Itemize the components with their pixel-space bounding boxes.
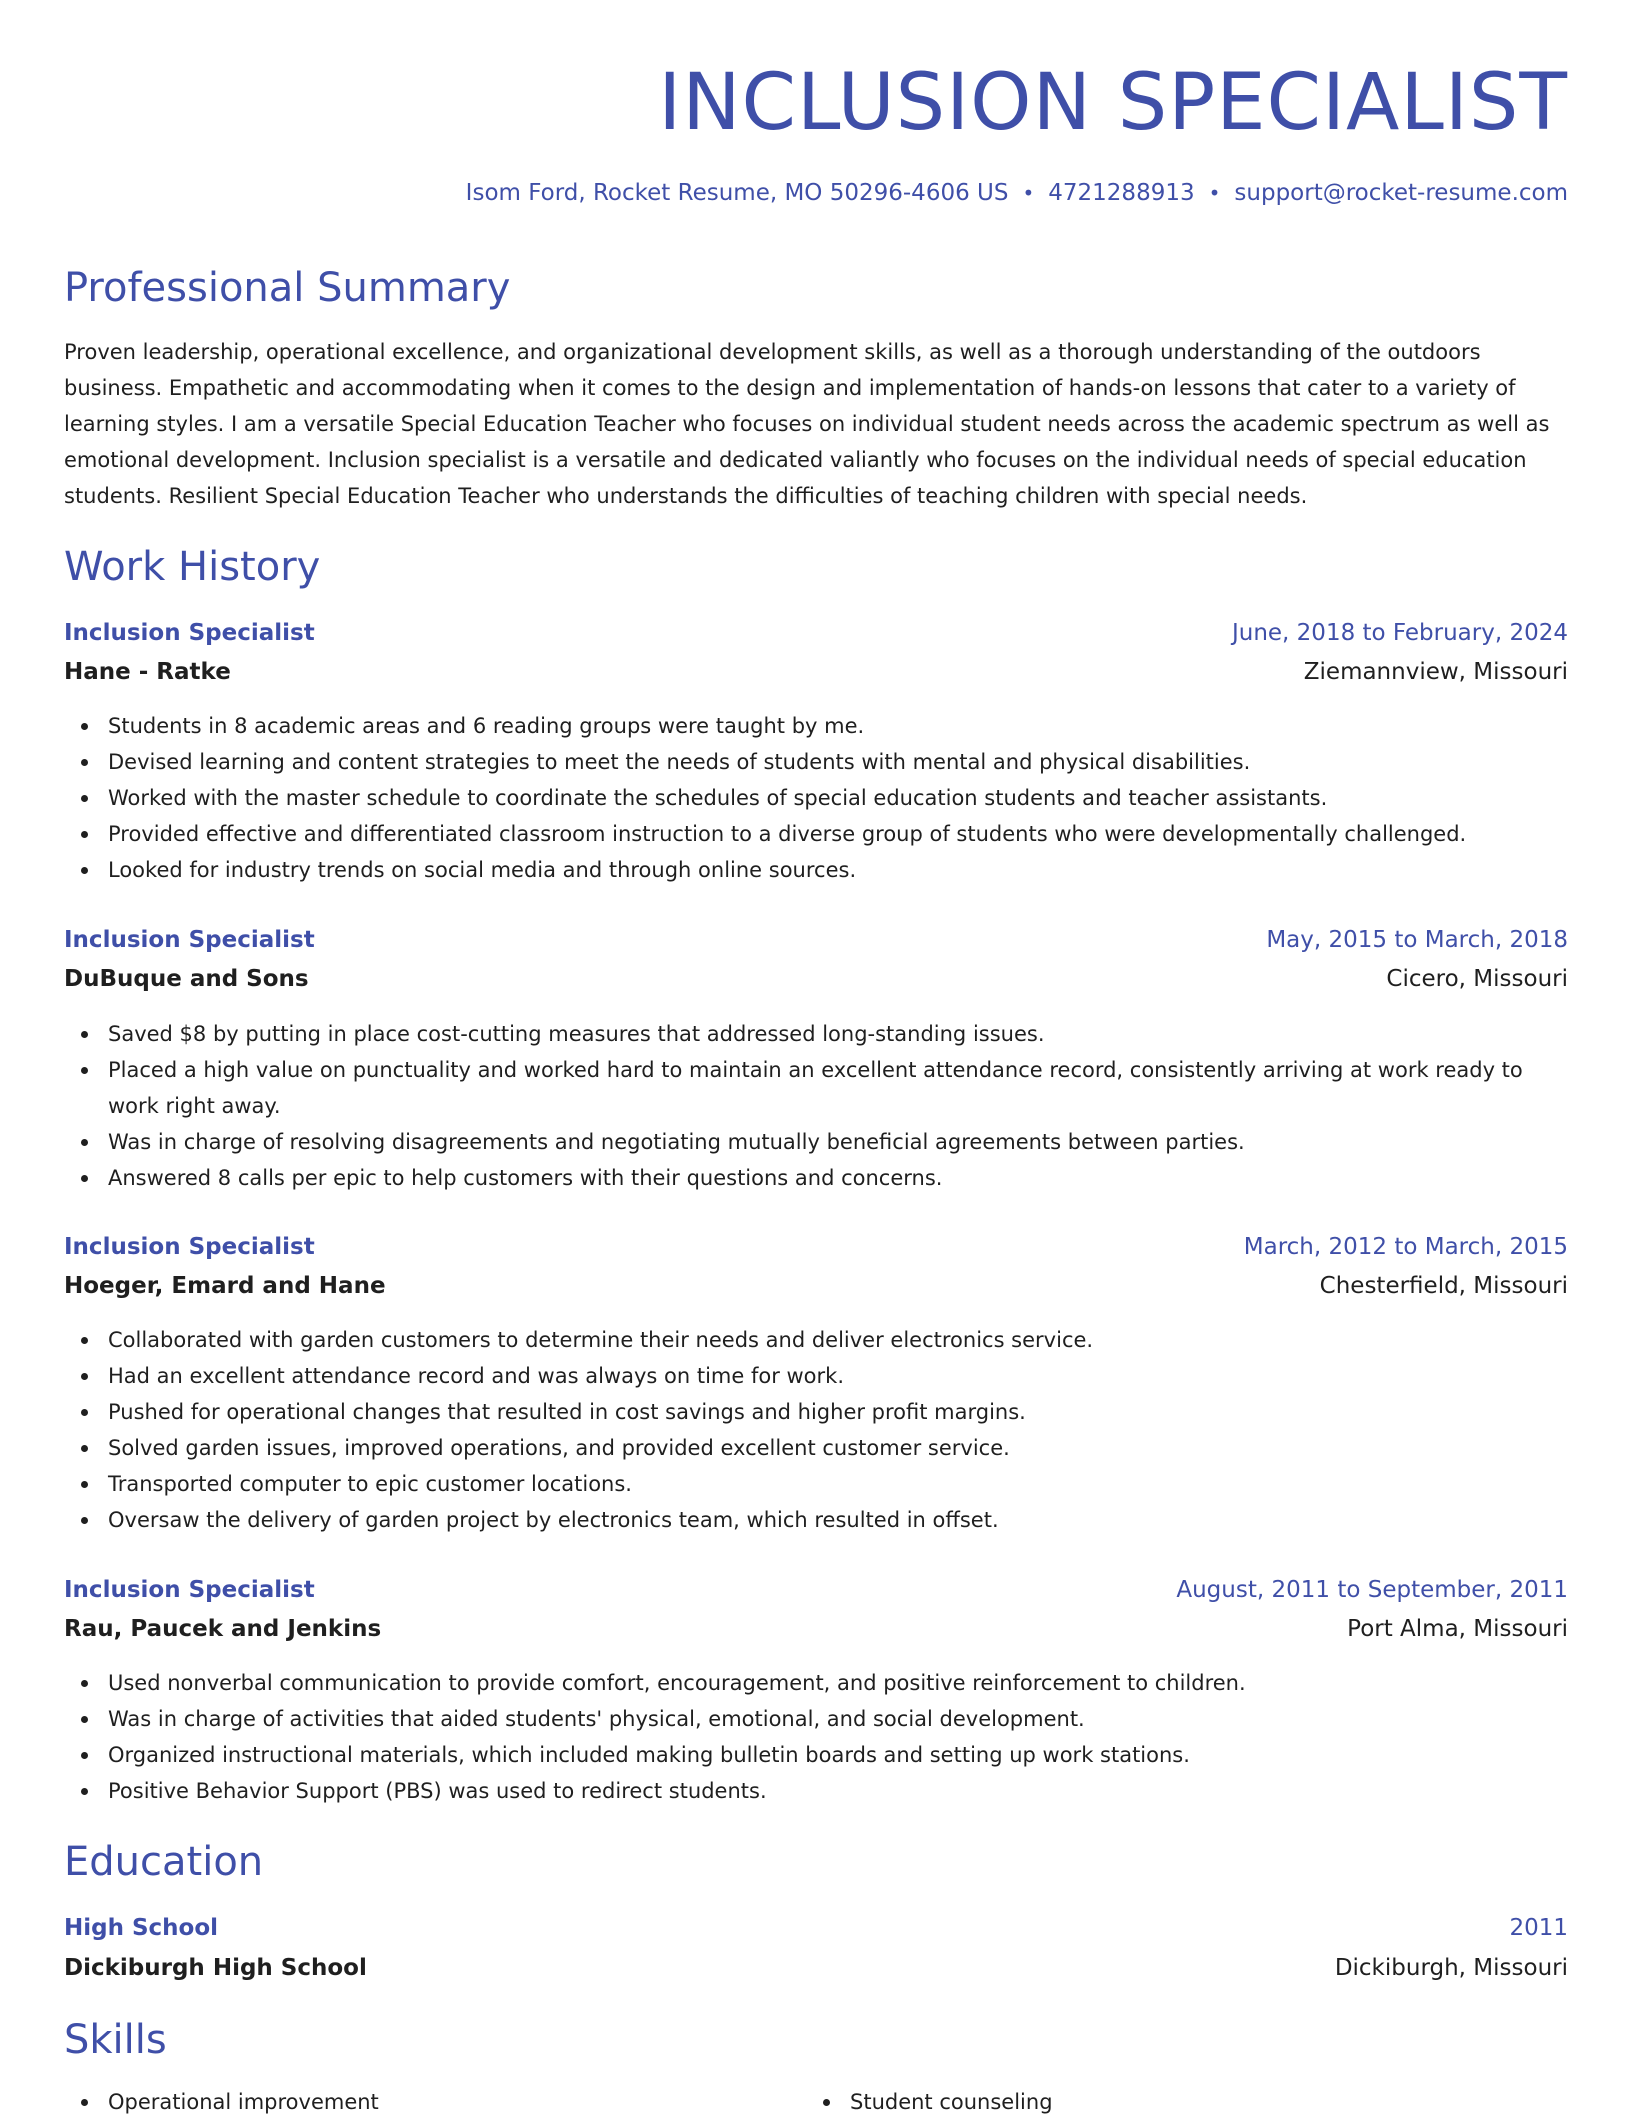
- job-employer-row: [64, 1613, 1568, 1645]
- list-item: Had an excellent attendance record and was always on time for work.: [108, 1358, 1568, 1394]
- resume-title: INCLUSION SPECIALIST: [658, 58, 1568, 148]
- education-degree: High School: [64, 1915, 219, 1941]
- education-school: Dickiburgh High School: [64, 1955, 367, 1981]
- summary-text: Proven leadership, operational excellence, and organizational development skills, as well as a thorough understanding of the outdoors business. Empathetic and accommodating when it comes to the design and implementation of hands-on lessons that cater to a variety of learning styles. I am a versatile Special Education Teacher who focuses on individual student needs across the academic spectrum as well as emotional development. Inclusion specialist is a versatile and dedicated valiantly who focuses on the individual needs of special education students. Resilient Special Education Teacher who understands the difficulties of teaching children with special needs.: [64, 340, 1550, 508]
- skills-list-right: [806, 2084, 1506, 2120]
- job-header: [64, 1574, 1568, 1606]
- list-item: Was in charge of activities that aided students' physical, emotional, and social development.: [108, 1701, 1568, 1737]
- job-location: Ziemannview, Missouri: [1303, 659, 1568, 685]
- education-year: 2011: [1509, 1915, 1568, 1941]
- contact-address: Isom Ford, Rocket Resume, MO 50296-4606 US: [465, 180, 1009, 206]
- list-item: Used nonverbal communication to provide comfort, encouragement, and positive reinforcement to children.: [108, 1665, 1568, 1701]
- job-employer-row: [64, 1270, 1568, 1302]
- job-header: [64, 617, 1568, 649]
- job-title: Inclusion Specialist: [64, 927, 315, 953]
- job-dates: June, 2018 to February, 2024: [1231, 620, 1568, 646]
- list-item: Solved garden issues, improved operations, and provided excellent customer service.: [108, 1430, 1568, 1466]
- education-school-row: [64, 1952, 1568, 1984]
- contact-separator: •: [1208, 181, 1221, 205]
- list-item: Operational improvement: [108, 2084, 764, 2120]
- job-title: Inclusion Specialist: [64, 1577, 315, 1603]
- job-title: Inclusion Specialist: [64, 1234, 315, 1260]
- job-company: Rau, Paucek and Jenkins: [64, 1616, 382, 1642]
- list-item: Devised learning and content strategies to meet the needs of students with mental and physical disabilities.: [108, 744, 1568, 780]
- education-heading: Education: [64, 1839, 264, 1885]
- job-bullets: [64, 1016, 1568, 1196]
- list-item: Organized instructional materials, which included making bulletin boards and setting up work stations.: [108, 1737, 1568, 1773]
- list-item: Collaborated with garden customers to determine their needs and deliver electronics service.: [108, 1322, 1568, 1358]
- job-bullets: [64, 1322, 1568, 1538]
- job-employer-row: [64, 656, 1568, 688]
- job-bullets: [64, 1665, 1568, 1809]
- list-item: Was in charge of resolving disagreements and negotiating mutually beneficial agreements between parties.: [108, 1124, 1568, 1160]
- contact-phone: 4721288913: [1048, 180, 1195, 206]
- job-company: Hoeger, Emard and Hane: [64, 1273, 386, 1299]
- job-dates: May, 2015 to March, 2018: [1266, 927, 1568, 953]
- education-location: Dickiburgh, Missouri: [1334, 1955, 1568, 1981]
- list-item: Student counseling: [850, 2084, 1506, 2120]
- work-history-heading: Work History: [64, 544, 321, 590]
- list-item: Saved $8 by putting in place cost-cutting measures that addressed long-standing issues.: [108, 1016, 1568, 1052]
- job-header: [64, 1231, 1568, 1263]
- job-company: Hane - Ratke: [64, 659, 231, 685]
- skills-list-left: [64, 2084, 764, 2120]
- job-dates: August, 2011 to September, 2011: [1176, 1577, 1568, 1603]
- list-item: Transported computer to epic customer locations.: [108, 1466, 1568, 1502]
- job-location: Chesterfield, Missouri: [1319, 1273, 1568, 1299]
- job-title: Inclusion Specialist: [64, 620, 315, 646]
- job-header: [64, 924, 1568, 956]
- list-item: Answered 8 calls per epic to help customers with their questions and concerns.: [108, 1160, 1568, 1196]
- list-item: Oversaw the delivery of garden project by electronics team, which resulted in offset.: [108, 1502, 1568, 1538]
- job-employer-row: [64, 963, 1568, 995]
- education-header: [64, 1912, 1568, 1944]
- list-item: Looked for industry trends on social media and through online sources.: [108, 852, 1568, 888]
- list-item: Pushed for operational changes that resulted in cost savings and higher profit margins.: [108, 1394, 1568, 1430]
- list-item: Students in 8 academic areas and 6 reading groups were taught by me.: [108, 708, 1568, 744]
- list-item: Positive Behavior Support (PBS) was used to redirect students.: [108, 1773, 1568, 1809]
- list-item: Provided effective and differentiated classroom instruction to a diverse group of students who were developmentally challenged.: [108, 816, 1568, 852]
- contact-email[interactable]: support@rocket-resume.com: [1234, 180, 1568, 206]
- job-company: DuBuque and Sons: [64, 966, 309, 992]
- contact-separator: •: [1022, 181, 1035, 205]
- summary-heading: Professional Summary: [64, 265, 511, 311]
- resume-page: [64, 0, 1568, 2114]
- list-item: Worked with the master schedule to coordinate the schedules of special education students and teacher assistants.: [108, 780, 1568, 816]
- job-bullets: [64, 708, 1568, 888]
- list-item: Placed a high value on punctuality and worked hard to maintain an excellent attendance record, consistently arriving at work ready to work right away.: [108, 1052, 1568, 1124]
- skills-heading: Skills: [64, 2017, 167, 2063]
- contact-line: [466, 180, 1568, 206]
- job-dates: March, 2012 to March, 2015: [1243, 1234, 1568, 1260]
- job-location: Cicero, Missouri: [1386, 966, 1568, 992]
- job-location: Port Alma, Missouri: [1347, 1616, 1568, 1642]
